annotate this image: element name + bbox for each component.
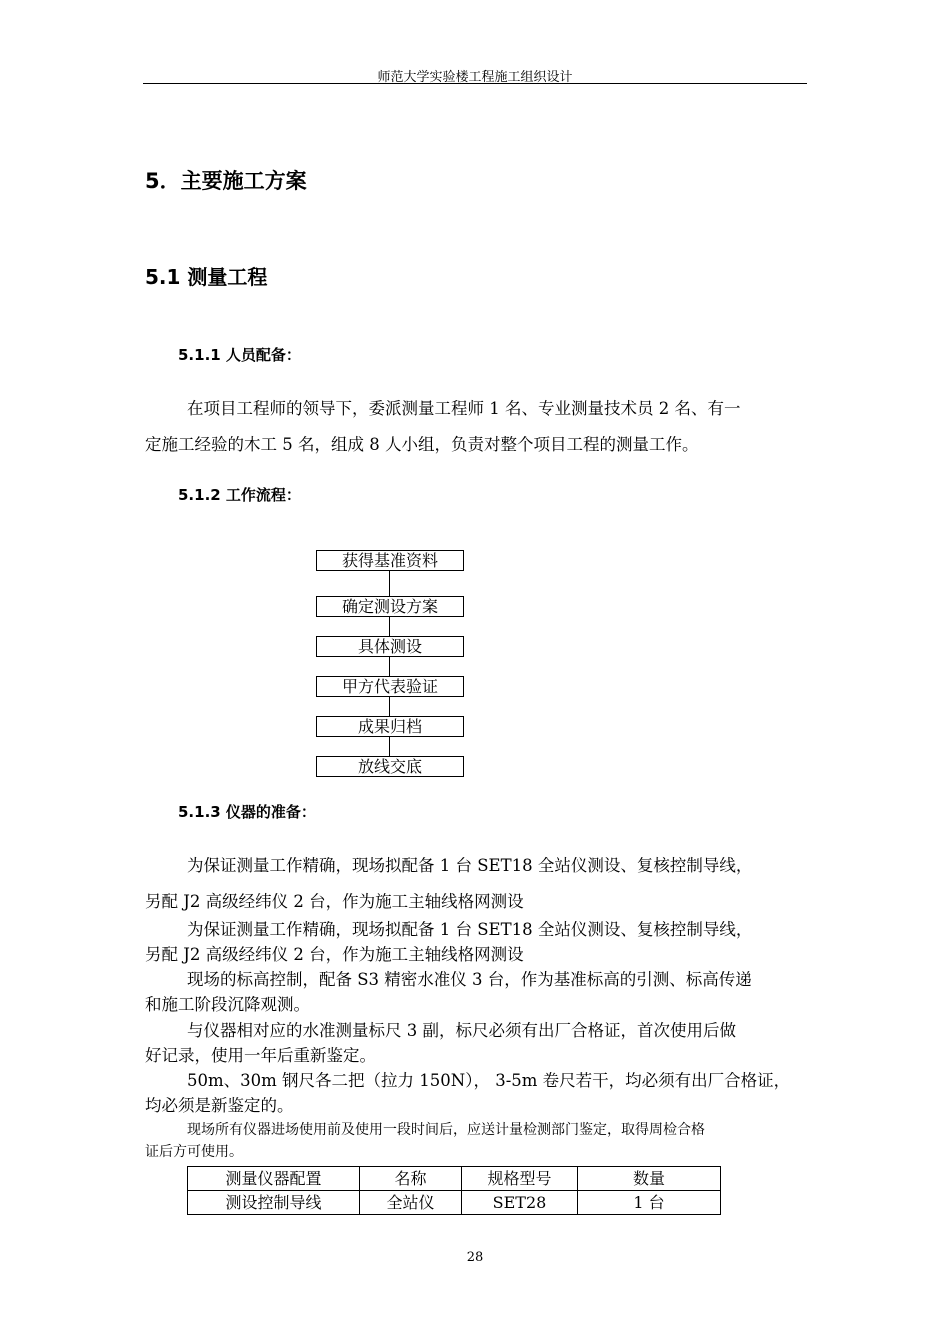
table-cell: 1 台 [578, 1191, 721, 1215]
instrument-paragraph-2-line-1: 为保证测量工作精确，现场拟配备 1 台 SET18 全站仪测设、复核控制导线， [187, 920, 753, 939]
calibration-paragraph-line-2: 证后方可使用。 [145, 1144, 243, 1160]
table-cell: 全站仪 [360, 1191, 462, 1215]
page-number: 28 [466, 1250, 484, 1265]
instrument-paragraph-2-line-2: 另配 J2 高级经纬仪 2 台，作为施工主轴线格网测设 [145, 945, 524, 964]
heading-5-1-2: 5.1.2 工作流程： [178, 486, 301, 504]
heading-5-1-3: 5.1.3 仪器的准备： [178, 803, 316, 821]
section-heading: 5．主要施工方案 [145, 169, 307, 193]
table-cell: 测设控制导线 [188, 1191, 360, 1215]
heading-5-1-1: 5.1.1 人员配备： [178, 346, 301, 364]
subsection-heading: 5.1 测量工程 [145, 265, 268, 289]
staff-paragraph-line-2: 好记录，使用一年后重新鉴定。 [145, 1046, 376, 1065]
instrument-paragraph-1-line-2: 另配 J2 高级经纬仪 2 台，作为施工主轴线格网测设 [145, 892, 524, 911]
running-header: 师范大学实验楼工程施工组织设计 [377, 70, 573, 85]
header-divider [143, 83, 807, 84]
flow-step-5: 成果归档 [316, 716, 464, 737]
flow-step-1: 获得基准资料 [316, 550, 464, 571]
level-control-paragraph-line-1: 现场的标高控制，配备 S3 精密水准仪 3 台，作为基准标高的引测、标高传递 [187, 970, 752, 989]
staffing-paragraph-line-2: 定施工经验的木工 5 名，组成 8 人小组，负责对整个项目工程的测量工作。 [145, 435, 699, 454]
table-cell: SET28 [462, 1191, 578, 1215]
instrument-paragraph-1-line-1: 为保证测量工作精确，现场拟配备 1 台 SET18 全站仪测设、复核控制导线， [187, 856, 753, 875]
calibration-paragraph-line-1: 现场所有仪器进场使用前及使用一段时间后，应送计量检测部门鉴定，取得周检合格 [187, 1122, 705, 1138]
table-row [188, 1191, 721, 1215]
flow-step-3: 具体测设 [316, 636, 464, 657]
flow-step-6: 放线交底 [316, 756, 464, 777]
flow-step-4: 甲方代表验证 [316, 676, 464, 697]
tape-paragraph-line-2: 均必须是新鉴定的。 [145, 1096, 294, 1115]
table-header-cell: 规格型号 [462, 1167, 578, 1191]
level-control-paragraph-line-2: 和施工阶段沉降观测。 [145, 995, 310, 1014]
instrument-table [187, 1166, 721, 1215]
flow-step-2: 确定测设方案 [316, 596, 464, 617]
table-header-cell: 数量 [578, 1167, 721, 1191]
table-header-cell: 名称 [360, 1167, 462, 1191]
table-header-row [188, 1167, 721, 1191]
staff-paragraph-line-1: 与仪器相对应的水准测量标尺 3 副，标尺必须有出厂合格证，首次使用后做 [187, 1021, 736, 1040]
table-header-cell: 测量仪器配置 [188, 1167, 360, 1191]
tape-paragraph-line-1: 50m、30m 钢尺各二把（拉力 150N）， 3-5m 卷尺若干，均必须有出厂合格证， [187, 1071, 791, 1090]
staffing-paragraph-line-1: 在项目工程师的领导下，委派测量工程师 1 名、专业测量技术员 2 名、有一 [187, 399, 741, 418]
